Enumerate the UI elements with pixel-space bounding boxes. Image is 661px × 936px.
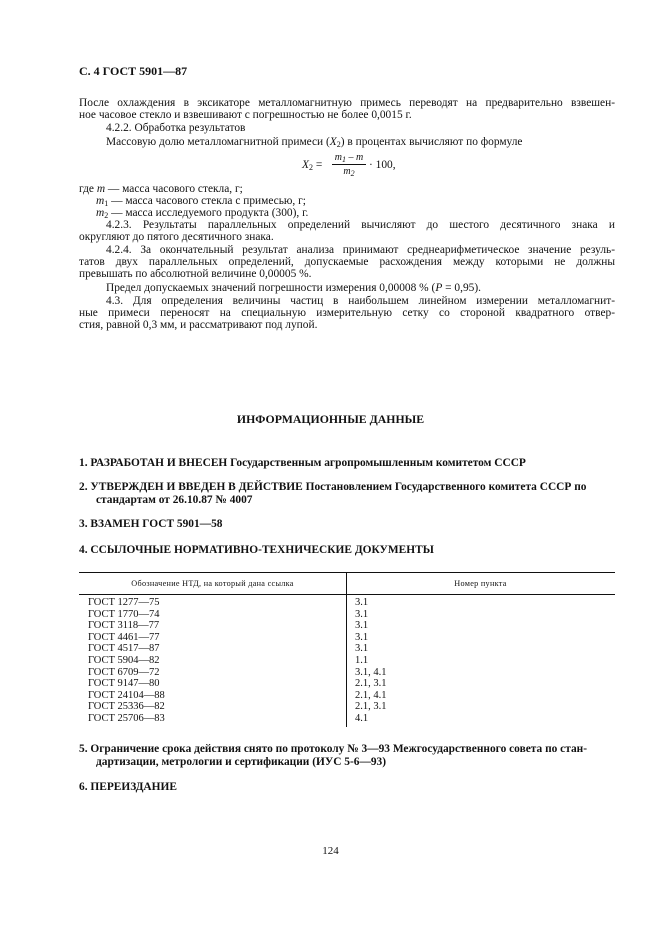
paragraph-line: превышать по абсолютной величине 0,00005 %. <box>79 268 312 280</box>
table-cell-ntd: ГОСТ 25336—82 <box>88 701 165 713</box>
page-header: С. 4 ГОСТ 5901—87 <box>79 64 188 78</box>
subsection-heading: 4.2.2. Обработка результатов <box>106 122 246 134</box>
info-item: 4. ССЫЛОЧНЫЕ НОРМАТИВНО-ТЕХНИЧЕСКИЕ ДОКУМЕНТЫ <box>79 544 434 556</box>
info-item: 5. Ограничение срока действия снято по протоколу № 3—93 Межгосударственного совета по стан- <box>79 743 588 755</box>
table-cell-clause: 3.1 <box>355 620 369 632</box>
paragraph-line: 4.3. Для определения величины частиц в наибольшем линейном измерении металломагнит- <box>106 295 615 307</box>
info-item: дартизации, метрологии и сертификации (ИУС 5-6—93) <box>96 756 387 768</box>
table-top-rule <box>79 572 615 573</box>
fraction: $m_1$ – m $m_2$ <box>332 152 366 177</box>
paragraph-line: ные примеси переносят на специальную измерительную сетку со стороной квадратного отвер- <box>79 307 615 319</box>
info-item: стандартам от 26.10.87 № 4007 <box>96 494 253 506</box>
table-cell-ntd: ГОСТ 5904—82 <box>88 655 160 666</box>
paragraph-line: Предел допускаемых значений погрешности измерения 0,00008 % (P = 0,95). <box>106 282 481 294</box>
table-cell-ntd: ГОСТ 24104—88 <box>88 689 165 701</box>
table-cell-ntd: ГОСТ 3118—77 <box>88 620 160 632</box>
info-item: 6. ПЕРЕИЗДАНИЕ <box>79 781 177 793</box>
table-header-cell: Номер пункта <box>454 579 507 588</box>
table-cell-clause: 3.1, 4.1 <box>355 666 387 678</box>
table-cell-clause: 2.1, 3.1 <box>355 678 387 690</box>
paragraph-line: татов двух параллельных определений, допускаемые расхождения между которыми не должны <box>79 256 615 268</box>
table-cell-ntd: ГОСТ 1277—75 <box>88 597 160 608</box>
definition-line: где m — масса часового стекла, г; <box>79 183 243 195</box>
info-item: 2. УТВЕРЖДЕН И ВВЕДЕН В ДЕЙСТВИЕ Постановлением Государственного комитета СССР по <box>79 481 587 493</box>
paragraph-line: ное часовое стекло и взвешивают с погрешностью не более 0,0015 г. <box>79 109 412 121</box>
paragraph-line: стия, равной 0,3 мм, и рассматривают под лупой. <box>79 319 318 331</box>
paragraph-line: округляют до пятого десятичного знака. <box>79 231 274 243</box>
table-cell-clause: 3.1 <box>355 631 369 643</box>
table-cell-clause: 2.1, 4.1 <box>355 689 387 701</box>
table-cell-clause: 2.1, 3.1 <box>355 701 387 713</box>
paragraph-line: Массовую долю металломагнитной примеси $(X_2)$ в процентах вычисляют по формуле <box>106 136 523 149</box>
paragraph-line: 4.2.4. За окончательный результат анализа принимают среднеарифметическое значение резуль- <box>106 244 615 256</box>
table-cell-clause: 3.1 <box>355 608 369 620</box>
info-item: 1. РАЗРАБОТАН И ВНЕСЕН Государственным агропромышленным комитетом СССР <box>79 457 526 469</box>
table-header-rule <box>79 594 615 595</box>
table-cell-clause: 4.1 <box>355 713 369 724</box>
table-cell-ntd: ГОСТ 1770—74 <box>88 608 160 620</box>
table-cell-ntd: ГОСТ 4517—87 <box>88 643 160 655</box>
table-cell-clause: 3.1 <box>355 597 369 608</box>
table-cell-clause: 3.1 <box>355 643 369 655</box>
section-title: ИНФОРМАЦИОННЫЕ ДАННЫЕ <box>236 412 425 426</box>
page-number: 124 <box>322 845 339 857</box>
table-column-divider <box>346 572 347 727</box>
table-cell-ntd: ГОСТ 6709—72 <box>88 666 160 678</box>
info-item: 3. ВЗАМЕН ГОСТ 5901—58 <box>79 518 223 530</box>
table-cell-ntd: ГОСТ 9147—80 <box>88 678 160 690</box>
paragraph-line: После охлаждения в эксикаторе металломагнитную примесь переводят на предварительно взвешен- <box>79 97 615 109</box>
table-header-cell: Обозначение НТД, на который дана ссылка <box>131 579 294 588</box>
paragraph-line: 4.2.3. Результаты параллельных определений вычисляют до шестого десятичного знака и <box>106 219 615 231</box>
definition-line: $m_1$ — масса часового стекла с примесью, г; <box>96 195 306 208</box>
definition-line: $m_2$ — масса исследуемого продукта (300), г. <box>96 207 309 220</box>
document-page: С. 4 ГОСТ 5901—87 После охлаждения в эксикаторе металломагнитную примесь переводят на предварительно взвешен- ное часовое стекло и взвешивают с погрешностью не более 0,0015 г. 4.2.2. Обработка результатов Массовую долю металломагнитной примеси $(X_2)$ в процентах вычисляют по формуле $X_2$ = $m_1$ – m $m_2$ · 100, где m — масса часового стекла, г; $m_1$ — масса часового стекла с примесью, г; $m_2$ — масса исследуемого продукта (300), г. 4.2.3. Результаты параллельных определений вычисляют до шестого десятичного знака и округляют до пятого десятичного знака. 4.2.4. За окончательный результат анализа принимают среднеарифметическое значение резуль- татов двух параллельных определений, допускаемые расхождения между которыми не должны превышать по абсолютной величине 0,00005 %. Предел допускаемых значений погрешности измерения 0,00008 % (P = 0,95). 4.3. Для определения величины частиц в наибольшем линейном измерении металломагнит- ные примеси переносят на специальную измерительную сетку со стороной квадратного отвер- стия, равной 0,3 мм, и рассматривают под лупой. ИНФОРМАЦИОННЫЕ ДАННЫЕ 1. РАЗРАБОТАН И ВНЕСЕН Государственным агропромышленным комитетом СССР 2. УТВЕРЖДЕН И ВВЕДЕН В ДЕЙСТВИЕ Постановлением Государственного комитета СССР по стандартам от 26.10.87 № 4007 3. ВЗАМЕН ГОСТ 5901—58 4. ССЫЛОЧНЫЕ НОРМАТИВНО-ТЕХНИЧЕСКИЕ ДОКУМЕНТЫ Обозначение НТД, на который дана ссылка Номер пункта ГОСТ 1277—75 3.1 ГОСТ 1770—74 3.1 ГОСТ 3118—77 3.1 ГОСТ 4461—77 3.1 ГОСТ 4517—87 3.1 ГОСТ 5904—82 1.1 ГОСТ 6709—72 3.1, 4.1 ГОСТ 9147—80 2.1, 3.1 ГОСТ 24104—88 2.1, 4.1 ГОСТ 25336—82 2.1, 3.1 ГОСТ 25706—83 4.1 5. Ограничение срока действия снято по протоколу № 3—93 Межгосударственного совета по стан- дартизации, метрологии и сертификации (ИУС 5-6—93) 6. ПЕРЕИЗДАНИЕ 124 <box>0 0 661 936</box>
table-cell-ntd: ГОСТ 25706—83 <box>88 713 165 724</box>
table-cell-clause: 1.1 <box>355 655 369 666</box>
table-cell-ntd: ГОСТ 4461—77 <box>88 631 160 643</box>
